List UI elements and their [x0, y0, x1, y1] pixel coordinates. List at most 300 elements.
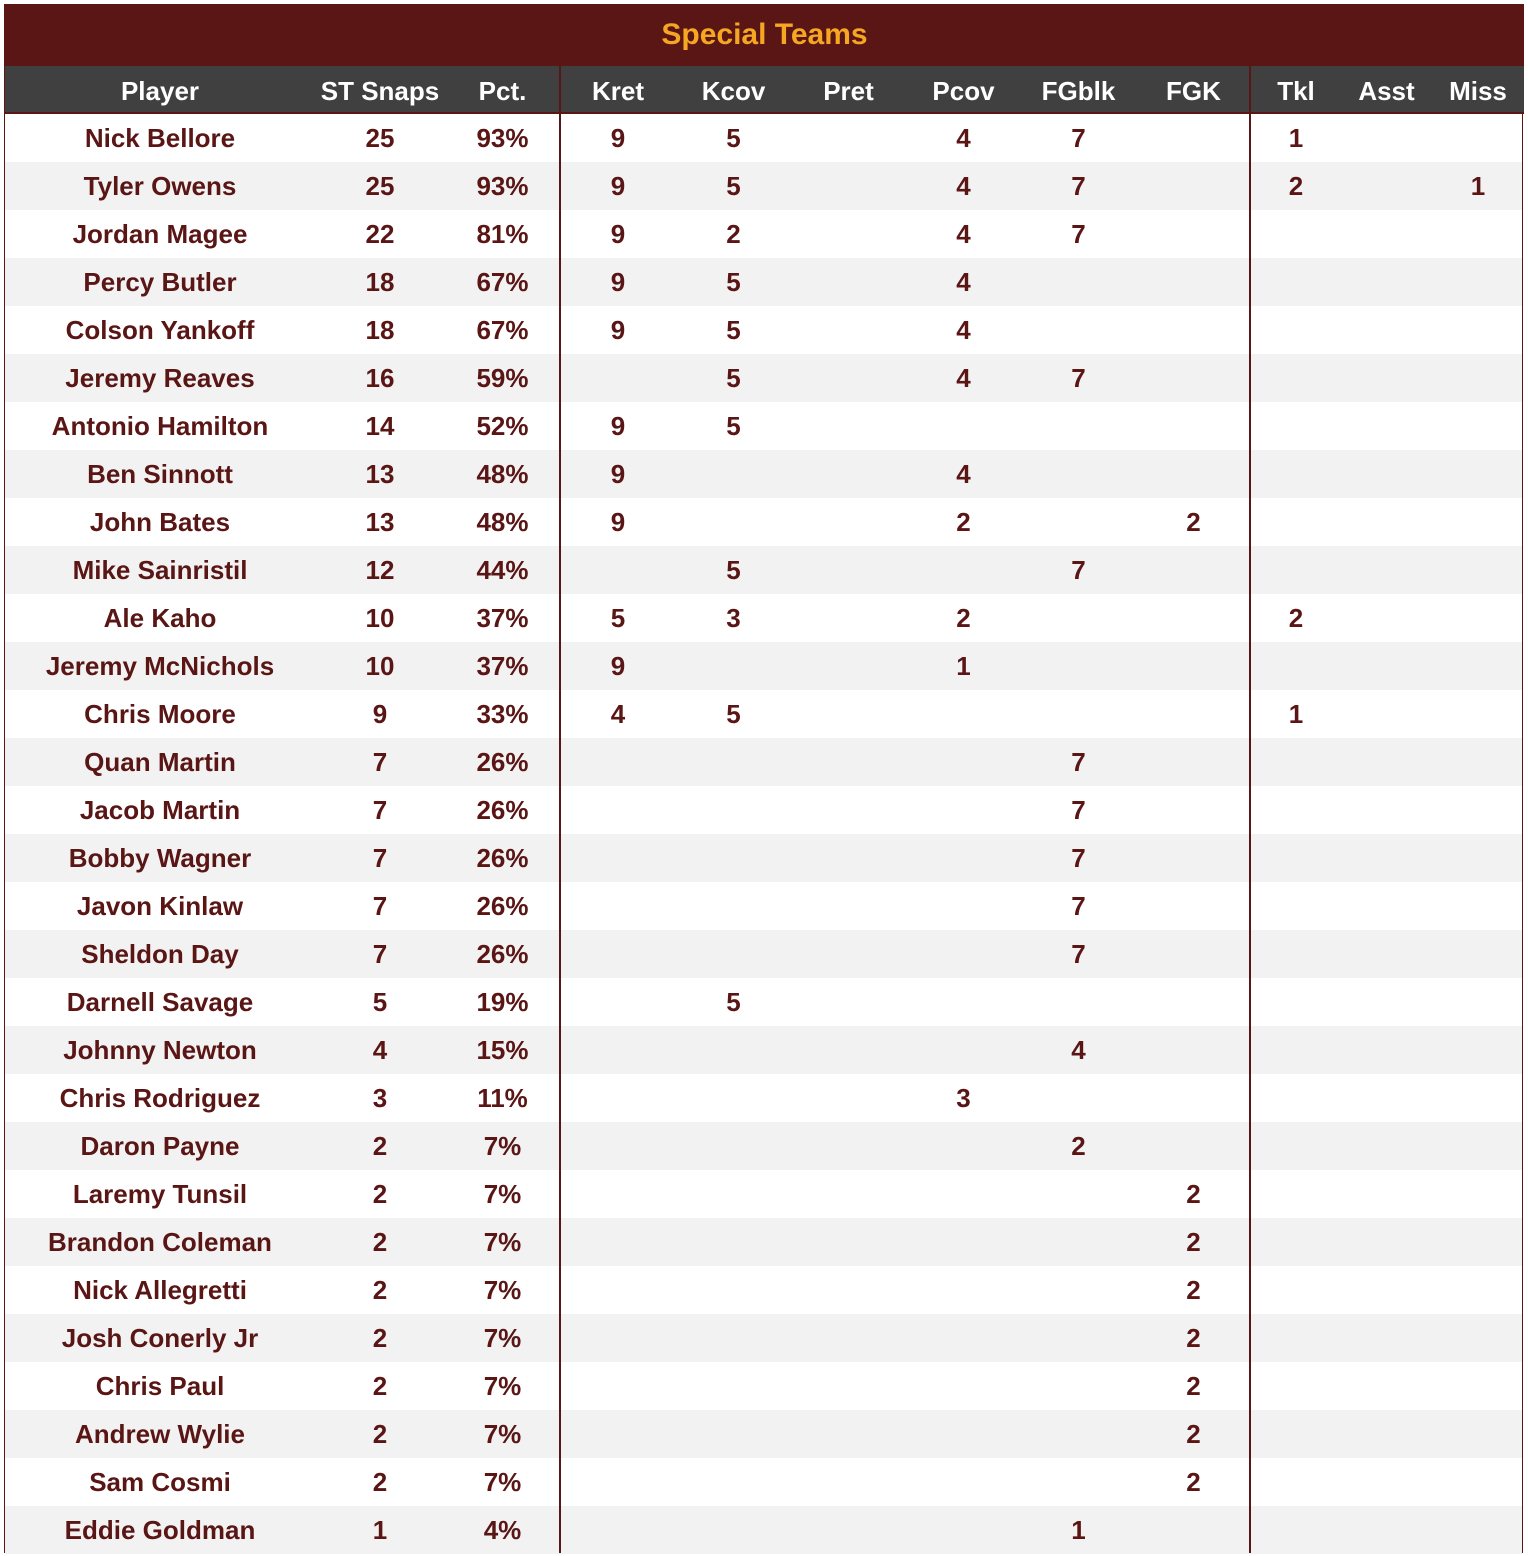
- cell-st-snaps: 25: [365, 123, 395, 153]
- cell-tkl: [1251, 450, 1341, 498]
- cell-asst: [1341, 642, 1432, 690]
- cell-fgblk: 7: [1071, 363, 1086, 393]
- cell-fgblk: [1021, 1170, 1136, 1218]
- cell-pret: [791, 210, 906, 258]
- cell-player: Javon Kinlaw: [76, 891, 244, 921]
- cell-tkl: [1251, 738, 1341, 786]
- cell-player: Ben Sinnott: [87, 459, 233, 489]
- cell-fgk: [1136, 354, 1251, 402]
- cell-pcov: 1: [956, 651, 971, 681]
- cell-fgk: [1136, 402, 1251, 450]
- cell-tkl: [1251, 882, 1341, 930]
- cell-pret: [791, 258, 906, 306]
- cell-tkl: [1251, 930, 1341, 978]
- table-row: [5, 978, 1522, 1026]
- table-row: [5, 1074, 1522, 1122]
- cell-pcov: [906, 1458, 1021, 1506]
- cell-fgk: [1136, 1506, 1251, 1554]
- table-row: [5, 690, 1522, 738]
- cell-tkl: [1251, 306, 1341, 354]
- cell-st-snaps: 7: [372, 795, 388, 825]
- cell-player: Josh Conerly Jr: [61, 1323, 259, 1353]
- cell-tkl: [1251, 1074, 1341, 1122]
- cell-player: Colson Yankoff: [65, 315, 255, 345]
- table-row: [5, 1362, 1522, 1410]
- cell-st-snaps: 18: [365, 267, 395, 297]
- cell-kcov: 5: [726, 123, 741, 153]
- cell-kcov: [676, 642, 791, 690]
- cell-miss: [1432, 1122, 1524, 1170]
- cell-fgk: [1136, 546, 1251, 594]
- cell-pret: [791, 1122, 906, 1170]
- cell-miss: [1432, 210, 1524, 258]
- cell-fgblk: 7: [1071, 843, 1086, 873]
- cell-miss: 1: [1470, 171, 1486, 201]
- cell-pct: 37%: [476, 603, 529, 633]
- cell-pret: [791, 594, 906, 642]
- cell-player: Jeremy McNichols: [45, 651, 275, 681]
- cell-pret: [791, 162, 906, 210]
- cell-st-snaps: 7: [372, 747, 388, 777]
- cell-asst: [1341, 162, 1432, 210]
- cell-tkl: [1251, 498, 1341, 546]
- cell-fgblk: [1021, 594, 1136, 642]
- cell-st-snaps: 2: [372, 1419, 388, 1449]
- cell-player: Sheldon Day: [81, 939, 239, 969]
- cell-pcov: 3: [956, 1083, 971, 1113]
- cell-pcov: [906, 690, 1021, 738]
- cell-pret: [791, 546, 906, 594]
- cell-pct: 48%: [476, 507, 529, 537]
- cell-miss: [1432, 738, 1524, 786]
- cell-miss: [1432, 978, 1524, 1026]
- table-row: [5, 1314, 1522, 1362]
- table-row: [5, 882, 1522, 930]
- cell-st-snaps: 7: [372, 891, 388, 921]
- cell-tkl: [1251, 402, 1341, 450]
- cell-tkl: [1251, 1506, 1341, 1554]
- cell-kcov: 5: [726, 987, 741, 1017]
- cell-asst: [1341, 1122, 1432, 1170]
- cell-kcov: [676, 1266, 791, 1314]
- cell-fgblk: [1021, 306, 1136, 354]
- cell-tkl: [1251, 354, 1341, 402]
- cell-miss: [1432, 834, 1524, 882]
- table-title: Special Teams: [5, 4, 1524, 66]
- column-header-pcov: Pcov: [932, 76, 995, 106]
- cell-pret: [791, 930, 906, 978]
- cell-pcov: [906, 978, 1021, 1026]
- cell-st-snaps: 2: [372, 1179, 388, 1209]
- cell-fgk: [1136, 930, 1251, 978]
- cell-pcov: [906, 882, 1021, 930]
- cell-kret: [560, 1074, 676, 1122]
- table-row: [5, 1506, 1522, 1554]
- cell-fgk: 2: [1186, 1227, 1201, 1257]
- cell-kret: 9: [610, 171, 626, 201]
- cell-asst: [1341, 882, 1432, 930]
- cell-miss: [1432, 1506, 1524, 1554]
- cell-fgk: [1136, 978, 1251, 1026]
- cell-miss: [1432, 690, 1524, 738]
- table-row: [5, 1026, 1522, 1074]
- cell-pct: 93%: [476, 123, 529, 153]
- cell-fgk: [1136, 594, 1251, 642]
- cell-pret: [791, 1506, 906, 1554]
- cell-kcov: [676, 1026, 791, 1074]
- cell-pcov: [906, 1266, 1021, 1314]
- cell-tkl: [1251, 786, 1341, 834]
- cell-fgk: 2: [1186, 1467, 1201, 1497]
- cell-pcov: 4: [956, 363, 971, 393]
- cell-fgblk: [1021, 1266, 1136, 1314]
- cell-kret: [560, 546, 676, 594]
- cell-kcov: 5: [726, 699, 741, 729]
- cell-fgk: 2: [1186, 1275, 1201, 1305]
- cell-tkl: [1251, 1122, 1341, 1170]
- cell-tkl: [1251, 1410, 1341, 1458]
- cell-pret: [791, 1074, 906, 1122]
- cell-pct: 93%: [476, 171, 529, 201]
- cell-miss: [1432, 642, 1524, 690]
- cell-fgblk: [1021, 1410, 1136, 1458]
- cell-pret: [791, 1026, 906, 1074]
- cell-fgblk: 7: [1071, 219, 1086, 249]
- cell-kcov: [676, 1506, 791, 1554]
- cell-player: Jacob Martin: [79, 795, 241, 825]
- cell-fgblk: [1021, 258, 1136, 306]
- cell-asst: [1341, 546, 1432, 594]
- cell-kcov: [676, 1410, 791, 1458]
- cell-pret: [791, 834, 906, 882]
- cell-st-snaps: 1: [372, 1515, 388, 1545]
- cell-kret: [560, 1218, 676, 1266]
- cell-kcov: [676, 1122, 791, 1170]
- cell-kret: [560, 1026, 676, 1074]
- cell-player: Percy Butler: [83, 267, 237, 297]
- cell-kcov: [676, 1170, 791, 1218]
- cell-kcov: 3: [726, 603, 741, 633]
- cell-miss: [1432, 354, 1524, 402]
- table-row: [5, 546, 1522, 594]
- cell-fgk: [1136, 1026, 1251, 1074]
- cell-pret: [791, 306, 906, 354]
- cell-asst: [1341, 114, 1432, 162]
- cell-asst: [1341, 306, 1432, 354]
- cell-st-snaps: 22: [365, 219, 395, 249]
- cell-st-snaps: 10: [365, 651, 395, 681]
- cell-player: Andrew Wylie: [74, 1419, 245, 1449]
- cell-fgblk: 7: [1071, 795, 1086, 825]
- cell-kret: [560, 1506, 676, 1554]
- cell-fgblk: [1021, 978, 1136, 1026]
- cell-asst: [1341, 450, 1432, 498]
- cell-kret: [560, 930, 676, 978]
- cell-tkl: [1251, 642, 1341, 690]
- cell-pct: 81%: [476, 219, 529, 249]
- cell-pcov: [906, 738, 1021, 786]
- cell-fgk: 2: [1186, 1179, 1201, 1209]
- cell-miss: [1432, 498, 1524, 546]
- cell-fgk: [1136, 162, 1251, 210]
- cell-fgblk: 1: [1071, 1515, 1086, 1545]
- cell-player: Johnny Newton: [63, 1035, 257, 1065]
- cell-pct: 26%: [476, 891, 529, 921]
- cell-pct: 37%: [476, 651, 529, 681]
- cell-pct: 7%: [483, 1419, 522, 1449]
- cell-tkl: [1251, 1218, 1341, 1266]
- cell-pct: 7%: [483, 1323, 522, 1353]
- cell-fgk: [1136, 642, 1251, 690]
- cell-player: Sam Cosmi: [89, 1467, 231, 1497]
- cell-st-snaps: 7: [372, 939, 388, 969]
- cell-asst: [1341, 1218, 1432, 1266]
- cell-kcov: [676, 786, 791, 834]
- cell-player: Eddie Goldman: [64, 1515, 256, 1545]
- cell-pret: [791, 642, 906, 690]
- cell-pret: [791, 786, 906, 834]
- cell-kcov: [676, 1314, 791, 1362]
- cell-player: Nick Allegretti: [73, 1275, 247, 1305]
- cell-pret: [791, 402, 906, 450]
- cell-pct: 7%: [483, 1467, 522, 1497]
- cell-kcov: 5: [726, 411, 741, 441]
- cell-player: Chris Rodriguez: [59, 1083, 261, 1113]
- column-header-fgk: FGK: [1166, 76, 1221, 106]
- cell-kcov: 5: [726, 315, 741, 345]
- cell-pret: [791, 1266, 906, 1314]
- cell-miss: [1432, 1266, 1524, 1314]
- cell-miss: [1432, 402, 1524, 450]
- cell-asst: [1341, 1314, 1432, 1362]
- cell-tkl: 1: [1288, 699, 1304, 729]
- cell-pret: [791, 114, 906, 162]
- cell-fgk: [1136, 786, 1251, 834]
- table-row: [5, 930, 1522, 978]
- cell-pcov: [906, 1314, 1021, 1362]
- cell-miss: [1432, 114, 1524, 162]
- cell-pcov: [906, 1170, 1021, 1218]
- column-header-kret: Kret: [591, 76, 644, 106]
- column-divider: [1249, 66, 1251, 1553]
- cell-tkl: [1251, 546, 1341, 594]
- cell-st-snaps: 2: [372, 1275, 388, 1305]
- cell-asst: [1341, 690, 1432, 738]
- cell-kcov: 5: [726, 363, 741, 393]
- cell-tkl: [1251, 978, 1341, 1026]
- cell-pct: 26%: [476, 843, 529, 873]
- cell-asst: [1341, 930, 1432, 978]
- cell-kret: 4: [610, 699, 626, 729]
- table-row: [5, 1410, 1522, 1458]
- table-row: [5, 1266, 1522, 1314]
- cell-fgk: [1136, 1122, 1251, 1170]
- cell-miss: [1432, 1170, 1524, 1218]
- cell-fgblk: 7: [1071, 939, 1086, 969]
- cell-pct: 7%: [483, 1275, 522, 1305]
- cell-fgblk: [1021, 642, 1136, 690]
- cell-st-snaps: 4: [372, 1035, 388, 1065]
- cell-miss: [1432, 1026, 1524, 1074]
- cell-st-snaps: 7: [372, 843, 388, 873]
- table-row: [5, 1170, 1522, 1218]
- cell-pct: 33%: [476, 699, 529, 729]
- cell-asst: [1341, 1410, 1432, 1458]
- cell-pcov: [906, 546, 1021, 594]
- cell-st-snaps: 13: [365, 507, 395, 537]
- cell-fgblk: 7: [1071, 123, 1086, 153]
- cell-kcov: 2: [726, 219, 741, 249]
- cell-fgblk: 2: [1071, 1131, 1086, 1161]
- cell-player: Laremy Tunsil: [72, 1179, 248, 1209]
- table-row: [5, 786, 1522, 834]
- cell-kcov: [676, 834, 791, 882]
- cell-pcov: [906, 1218, 1021, 1266]
- table-row: [5, 162, 1522, 210]
- cell-pcov: [906, 1122, 1021, 1170]
- column-header-fgblk: FGblk: [1041, 76, 1116, 106]
- cell-miss: [1432, 258, 1524, 306]
- cell-st-snaps: 2: [372, 1371, 388, 1401]
- cell-st-snaps: 2: [372, 1227, 388, 1257]
- header-row: [5, 66, 1524, 114]
- cell-fgk: [1136, 738, 1251, 786]
- cell-kcov: [676, 1218, 791, 1266]
- cell-st-snaps: 2: [372, 1131, 388, 1161]
- column-header-pct: Pct.: [478, 76, 527, 106]
- cell-tkl: [1251, 1026, 1341, 1074]
- cell-asst: [1341, 1362, 1432, 1410]
- cell-tkl: 2: [1288, 171, 1304, 201]
- cell-st-snaps: 18: [365, 315, 395, 345]
- cell-st-snaps: 3: [372, 1083, 388, 1113]
- cell-st-snaps: 25: [365, 171, 395, 201]
- column-header-miss: Miss: [1449, 76, 1507, 106]
- cell-st-snaps: 12: [365, 555, 395, 585]
- cell-asst: [1341, 834, 1432, 882]
- cell-kret: [560, 1266, 676, 1314]
- column-header-asst: Asst: [1358, 76, 1415, 106]
- cell-fgblk: [1021, 1074, 1136, 1122]
- cell-pcov: [906, 930, 1021, 978]
- cell-miss: [1432, 930, 1524, 978]
- cell-tkl: 1: [1288, 123, 1304, 153]
- cell-st-snaps: 2: [372, 1467, 388, 1497]
- cell-fgblk: [1021, 1458, 1136, 1506]
- cell-pcov: [906, 402, 1021, 450]
- cell-pret: [791, 1410, 906, 1458]
- cell-st-snaps: 9: [372, 699, 388, 729]
- table-row: [5, 210, 1522, 258]
- cell-player: Tyler Owens: [83, 171, 237, 201]
- cell-tkl: [1251, 1170, 1341, 1218]
- cell-kret: 9: [610, 459, 626, 489]
- cell-fgblk: [1021, 498, 1136, 546]
- table-row: [5, 1458, 1522, 1506]
- cell-fgk: [1136, 210, 1251, 258]
- cell-fgblk: [1021, 402, 1136, 450]
- cell-asst: [1341, 978, 1432, 1026]
- cell-fgblk: 7: [1071, 555, 1086, 585]
- cell-pct: 26%: [476, 795, 529, 825]
- cell-player: Quan Martin: [84, 747, 236, 777]
- cell-player: Chris Moore: [84, 699, 236, 729]
- cell-st-snaps: 5: [372, 987, 388, 1017]
- cell-kret: [560, 834, 676, 882]
- cell-kcov: [676, 738, 791, 786]
- cell-pret: [791, 690, 906, 738]
- cell-fgblk: 7: [1071, 891, 1086, 921]
- cell-pct: 7%: [483, 1227, 522, 1257]
- cell-asst: [1341, 258, 1432, 306]
- cell-player: Bobby Wagner: [68, 843, 252, 873]
- cell-fgblk: 7: [1071, 171, 1086, 201]
- cell-player: Brandon Coleman: [48, 1227, 272, 1257]
- cell-kret: 9: [610, 315, 626, 345]
- column-header-tkl: Tkl: [1277, 76, 1315, 106]
- column-divider: [559, 66, 561, 1553]
- cell-fgk: 2: [1186, 1419, 1201, 1449]
- cell-kret: [560, 1314, 676, 1362]
- cell-fgk: 2: [1186, 507, 1201, 537]
- cell-kret: 9: [610, 219, 626, 249]
- cell-pct: 4%: [483, 1515, 522, 1545]
- cell-tkl: [1251, 1458, 1341, 1506]
- cell-st-snaps: 16: [365, 363, 395, 393]
- cell-pcov: 4: [956, 171, 971, 201]
- cell-asst: [1341, 594, 1432, 642]
- cell-kret: 9: [610, 651, 626, 681]
- cell-kcov: 5: [726, 555, 741, 585]
- cell-st-snaps: 14: [365, 411, 395, 441]
- table-row: [5, 354, 1522, 402]
- cell-fgk: [1136, 834, 1251, 882]
- cell-kret: 9: [610, 507, 626, 537]
- cell-pcov: 4: [956, 123, 971, 153]
- cell-player: Chris Paul: [95, 1371, 225, 1401]
- cell-kcov: [676, 1074, 791, 1122]
- cell-kret: [560, 738, 676, 786]
- cell-pct: 7%: [483, 1371, 522, 1401]
- cell-st-snaps: 13: [365, 459, 395, 489]
- cell-kret: [560, 354, 676, 402]
- cell-pret: [791, 978, 906, 1026]
- cell-tkl: [1251, 210, 1341, 258]
- cell-fgk: [1136, 882, 1251, 930]
- special-teams-table: [4, 4, 1523, 1553]
- cell-kret: [560, 1362, 676, 1410]
- table-row: [5, 594, 1522, 642]
- cell-fgk: [1136, 1074, 1251, 1122]
- cell-fgblk: [1021, 1362, 1136, 1410]
- table-row: [5, 402, 1522, 450]
- cell-miss: [1432, 882, 1524, 930]
- cell-fgblk: [1021, 1218, 1136, 1266]
- table-row: [5, 114, 1522, 162]
- cell-tkl: [1251, 1266, 1341, 1314]
- cell-kret: [560, 1410, 676, 1458]
- table-row: [5, 306, 1522, 354]
- cell-kret: [560, 1122, 676, 1170]
- column-header-player: Player: [120, 76, 200, 106]
- cell-player: Antonio Hamilton: [51, 411, 269, 441]
- cell-pret: [791, 1218, 906, 1266]
- cell-asst: [1341, 1506, 1432, 1554]
- cell-pcov: [906, 786, 1021, 834]
- cell-pret: [791, 450, 906, 498]
- cell-kret: [560, 786, 676, 834]
- cell-pcov: 2: [956, 507, 971, 537]
